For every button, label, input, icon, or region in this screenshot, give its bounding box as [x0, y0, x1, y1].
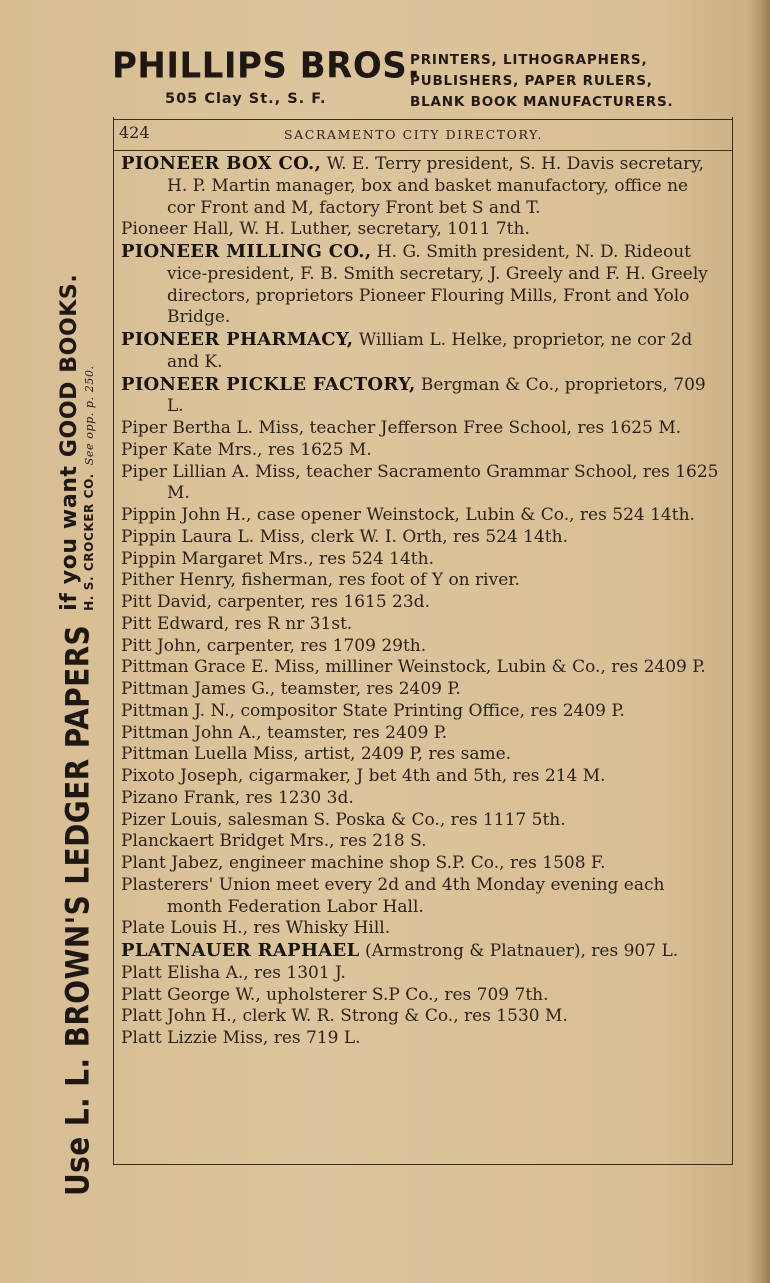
directory-entry: [121, 679, 721, 701]
page-title: SACRAMENTO CITY DIRECTORY.: [284, 127, 543, 142]
directory-entries: [121, 153, 721, 1050]
entry-text: Piper Lillian A. Miss, teacher Sacramento Grammar School, res 1625 M.: [121, 461, 719, 504]
directory-entry: [121, 219, 721, 241]
directory-entry: [121, 1006, 721, 1028]
directory-entry: [121, 549, 721, 571]
directory-entry: [121, 418, 721, 440]
entry-text: Pippin Laura L. Miss, clerk W. I. Orth, res 524 14th.: [121, 526, 568, 547]
directory-entry: [121, 241, 721, 329]
entry-text: Plasterers' Union meet every 2d and 4th Monday evening each month Federation Labor Hall.: [121, 874, 665, 917]
entry-text: Pixoto Joseph, cigarmaker, J bet 4th and 5th, res 214 M.: [121, 766, 606, 786]
directory-entry: [121, 701, 721, 723]
header-ad-name: PHILLIPS BROS.: [112, 45, 421, 87]
entry-business-name: PIONEER MILLING CO.,: [121, 241, 372, 262]
directory-entry: [121, 153, 721, 219]
entry-text: Pippin Margaret Mrs., res 524 14th.: [121, 548, 434, 569]
entry-text: William L. Helke, proprietor, ne cor 2d and K.: [167, 330, 693, 372]
entry-text: Planckaert Bridget Mrs., res 218 S.: [121, 831, 427, 852]
header-ad-services: [410, 50, 673, 113]
directory-entry: [121, 329, 721, 374]
directory-entry: [121, 766, 721, 788]
header-divider: [113, 150, 733, 151]
directory-entry: [121, 440, 721, 462]
entry-text: Platt John H., clerk W. R. Strong & Co., res 1530 M.: [121, 1006, 568, 1027]
side-ad-company: H. S. CROCKER CO.: [82, 473, 96, 611]
side-ad-small: [82, 274, 97, 611]
entry-text: Plant Jabez, engineer machine shop S.P. Co., res 1508 F.: [121, 853, 606, 873]
entry-text: Pittman James G., teamster, res 2409 P.: [121, 679, 461, 699]
entry-text: Piper Kate Mrs., res 1625 M.: [121, 439, 372, 460]
entry-text: Pizano Frank, res 1230 3d.: [121, 787, 354, 808]
directory-entry: [121, 810, 721, 832]
directory-entry: [121, 374, 721, 419]
directory-entry: [121, 614, 721, 636]
entry-text: Platt Elisha A., res 1301 J.: [121, 962, 346, 983]
directory-entry: [121, 657, 721, 679]
directory-entry: [121, 831, 721, 853]
header-ad-line: BLANK BOOK MANUFACTURERS.: [410, 94, 674, 110]
directory-entry: [121, 462, 721, 506]
entry-text: Pittman J. N., compositor State Printing Office, res 2409 P.: [121, 700, 625, 721]
entry-text: Pittman John A., teamster, res 2409 P.: [121, 722, 448, 743]
directory-entry: [121, 853, 721, 875]
header-ad-line: PRINTERS, LITHOGRAPHERS,: [410, 52, 648, 68]
side-ad-big: if you want GOOD BOOKS.: [57, 273, 82, 611]
directory-entry: [121, 1028, 721, 1050]
entry-business-name: PLATNAUER RAPHAEL: [121, 940, 360, 961]
entry-text: Pippin John H., case opener Weinstock, Lubin & Co., res 524 14th.: [121, 505, 695, 525]
entry-text: Pitt Edward, res R nr 31st.: [121, 613, 353, 634]
directory-entry: [121, 592, 721, 614]
directory-entry: [121, 505, 721, 527]
directory-entry: [121, 918, 721, 940]
directory-entry: [121, 636, 721, 658]
page-number: 424: [119, 123, 150, 142]
entry-business-name: PIONEER PHARMACY,: [121, 329, 354, 350]
entry-text: Pitt John, carpenter, res 1709 29th.: [121, 635, 427, 656]
directory-entry: [121, 940, 721, 963]
entry-text: Pioneer Hall, W. H. Luther, secretary, 1011 7th.: [121, 219, 530, 240]
side-ad-see-ref: See opp. p. 250.: [83, 365, 96, 466]
directory-entry: [121, 527, 721, 549]
side-ad-secondary: [58, 274, 97, 611]
directory-entry: [121, 963, 721, 985]
entry-text: Pizer Louis, salesman S. Poska & Co., res 1117 5th.: [121, 809, 566, 830]
entry-text: W. E. Terry president, S. H. Davis secretary, H. P. Martin manager, box and basket manufactory, office ne cor Front and M, factory Front bet S and T.: [167, 154, 704, 218]
side-ad-main: Use L. L. BROWN'S LEDGER PAPERS: [58, 624, 97, 1196]
entry-text: Platt George W., upholsterer S.P Co., res 709 7th.: [121, 984, 549, 1005]
entry-text: Plate Louis H., res Whisky Hill.: [121, 918, 391, 939]
directory-entry: [121, 570, 721, 592]
entry-text: Pitt David, carpenter, res 1615 23d.: [121, 592, 430, 612]
entry-text: Pither Henry, fisherman, res foot of Y on river.: [121, 570, 520, 591]
directory-entry: [121, 723, 721, 745]
entry-business-name: PIONEER PICKLE FACTORY,: [121, 373, 416, 395]
page-edge-shadow: [748, 0, 770, 1283]
header-ad-address: 505 Clay St., S. F.: [165, 91, 327, 107]
entry-text: Platt Lizzie Miss, res 719 L.: [121, 1028, 361, 1048]
entry-text: H. G. Smith president, N. D. Rideout vice-president, F. B. Smith secretary, J. Greely and F. H. Greely directors, proprietors Pioneer Flouring Mills, Front and Yolo Bridge.: [167, 242, 708, 328]
entry-text: Piper Bertha L. Miss, teacher Jefferson Free School, res 1625 M.: [121, 418, 682, 438]
entry-text: Pittman Luella Miss, artist, 2409 P, res same.: [121, 744, 512, 765]
directory-entry: [121, 985, 721, 1007]
directory-entry: [121, 875, 721, 919]
entry-text: Pittman Grace E. Miss, milliner Weinstock, Lubin & Co., res 2409 P.: [121, 657, 706, 678]
entry-text: (Armstrong & Platnauer), res 907 L.: [359, 941, 679, 961]
side-advertisement: [58, 86, 97, 1196]
entry-business-name: PIONEER BOX CO.,: [121, 153, 322, 174]
header-ad-line: PUBLISHERS, PAPER RULERS,: [410, 73, 653, 89]
entry-text: Bergman & Co., proprietors, 709 L.: [167, 374, 706, 417]
directory-entry: [121, 744, 721, 766]
directory-entry: [121, 788, 721, 810]
